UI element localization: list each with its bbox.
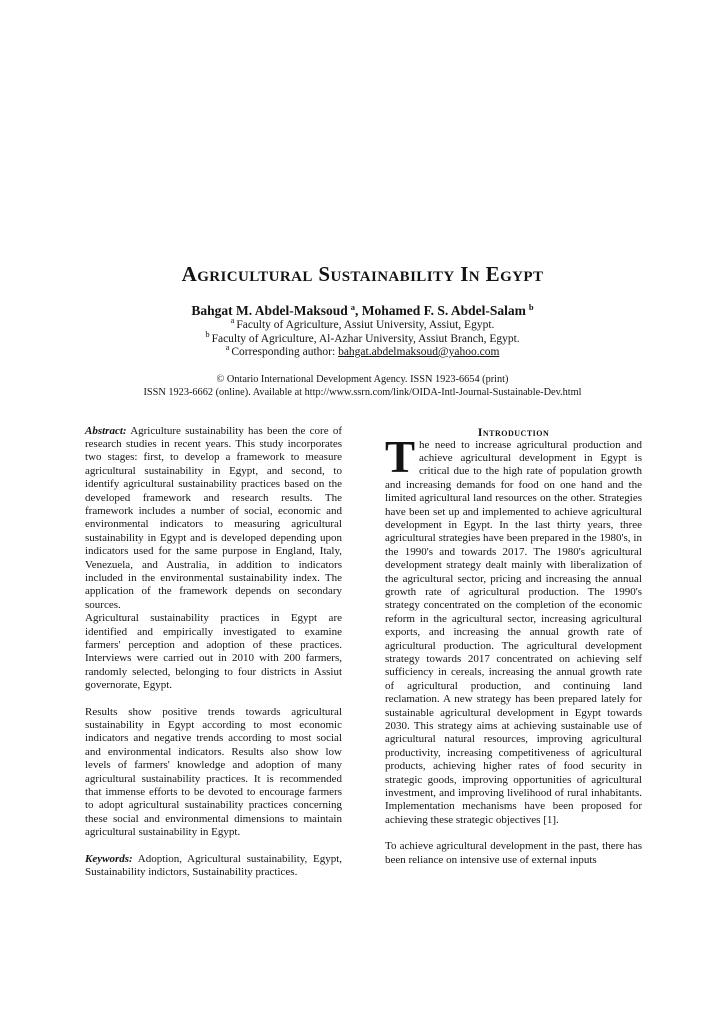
author-2-affiliation-mark: b	[528, 301, 534, 312]
corresponding-author-mark: a	[225, 342, 230, 353]
author-1-name: Bahgat M. Abdel-Maksoud	[191, 303, 348, 318]
left-column	[85, 425, 342, 880]
drop-cap: T	[385, 431, 416, 482]
keywords-label: Keywords:	[85, 852, 133, 865]
author-line	[85, 302, 640, 319]
imprint-issn-online-url: ISSN 1923-6662 (online). Available at http://www.ssrn.com/link/OIDA-Intl-Journal-Sustainable-Dev.html	[143, 386, 582, 398]
imprint-issn-print: © Ontario International Development Agency. ISSN 1923-6654 (print)	[216, 373, 509, 385]
author-separator: ,	[355, 303, 362, 318]
right-column	[385, 425, 642, 880]
imprint-block	[85, 373, 640, 399]
keywords-text: Adoption, Agricultural sustainability, Egypt, Sustainability indictors, Sustainability practices.	[85, 852, 342, 879]
abstract-paragraph-3: Results show positive trends towards agricultural sustainability in Egypt according to most economic indicators and negative trends according to most social and environmental indicators. Results also show low levels of farmers' knowledge and adoption of many agricultural sustainability practices. It is recommended that immense efforts to be devoted to encourage farmers to adopt agricultural sustainability practices concerning these social and environmental dimensions to maintain agricultural sustainability in Egypt.	[85, 705, 342, 839]
affiliation-1	[85, 315, 640, 333]
keywords-paragraph	[85, 853, 342, 880]
introduction-paragraph-1-text: he need to increase agricultural production and achieve agricultural development in Egypt is critical due to the high rate of population growth and increasing demands for food on one hand and the limited agricultural land resources on the other. Strategies have been set up and implemented to achieve agricultural development in Egypt. In the last thirty years, three agricultural strategies have been prepared in the 1980's, in the 1990's and towards 2017. The 1980's agricultural development strategy dealt mainly with liberalization of the agricultural sector, pricing and increasing the annual growth rate of agricultural production. The 1990's strategy concentrated on the completion of the economic reform in the agricultural sector, increasing agricultural exports, and increasing the annual growth rate of agricultural production. The agricultural development strategy towards 2017 concentrated on achieving self sufficiency in cereals, increasing the annual growth rate of agricultural production, and continuing land reclamation. A new strategy has been prepared lately for sustainable agricultural development in Egypt towards 2030. This strategy aims at achieving sustainable use of agricultural natural resources, improving agricultural productivity, increasing competitiveness of agricultural products, achieving higher rates of food security in strategic goods, improving opportunities of agricultural investment, and improving livelihood of rural inhabitants. Implementation mechanisms have been proposed for achieving these strategic objectives [1].	[385, 438, 642, 826]
abstract-paragraph-1	[85, 425, 342, 613]
corresponding-author-email-link[interactable]: bahgat.abdelmaksoud@yahoo.com	[338, 346, 500, 358]
abstract-paragraph-2: Agricultural sustainability practices in Egypt are identified and empirically investigated to examine farmers' perception and adoption of these practices. Interviews were carried out in 2010 with 200 farmers, randomly selected, belonging to four districts in Assiut governorate, Egypt.	[85, 612, 342, 692]
abstract-label: Abstract:	[85, 424, 127, 437]
affiliation-2	[85, 328, 640, 347]
affiliation-1-text: Faculty of Agriculture, Assiut University, Assiut, Egypt.	[236, 319, 495, 331]
paper-title: Agricultural Sustainability In Egypt	[181, 262, 544, 286]
corresponding-author-line	[85, 342, 640, 360]
introduction-paragraph-2: To achieve agricultural development in the past, there has been reliance on intensive use of external inputs	[385, 840, 642, 866]
introduction-heading: Introduction	[477, 424, 550, 439]
affiliation-1-mark: a	[230, 315, 235, 326]
abstract-paragraph-1-text: Agriculture sustainability has been the core of research studies in recent years. This study incorporates two stages: first, to develop a framework to measure agricultural sustainability in Egypt, and second, to identify agricultural sustainability practices based on the developed framework and research results. The framework includes a number of social, economic and environmental indicators to measuring agricultural sustainability in Egypt and is developed depending upon indicators used for the same purpose in England, Italy, Venezuela, and Australia, in addition to indicators included in the environmental sustainability index. The application of the framework depends on secondary sources.	[85, 424, 342, 611]
affiliation-2-text: Faculty of Agriculture, Al-Azhar University, Assiut Branch, Egypt.	[211, 332, 520, 345]
author-1-affiliation-mark: a	[350, 301, 355, 312]
affiliation-2-mark: b	[205, 328, 210, 339]
two-column-body	[85, 425, 640, 880]
corresponding-author-label: Corresponding author:	[231, 346, 339, 358]
author-2-name: Mohamed F. S. Abdel-Salam	[361, 303, 526, 318]
